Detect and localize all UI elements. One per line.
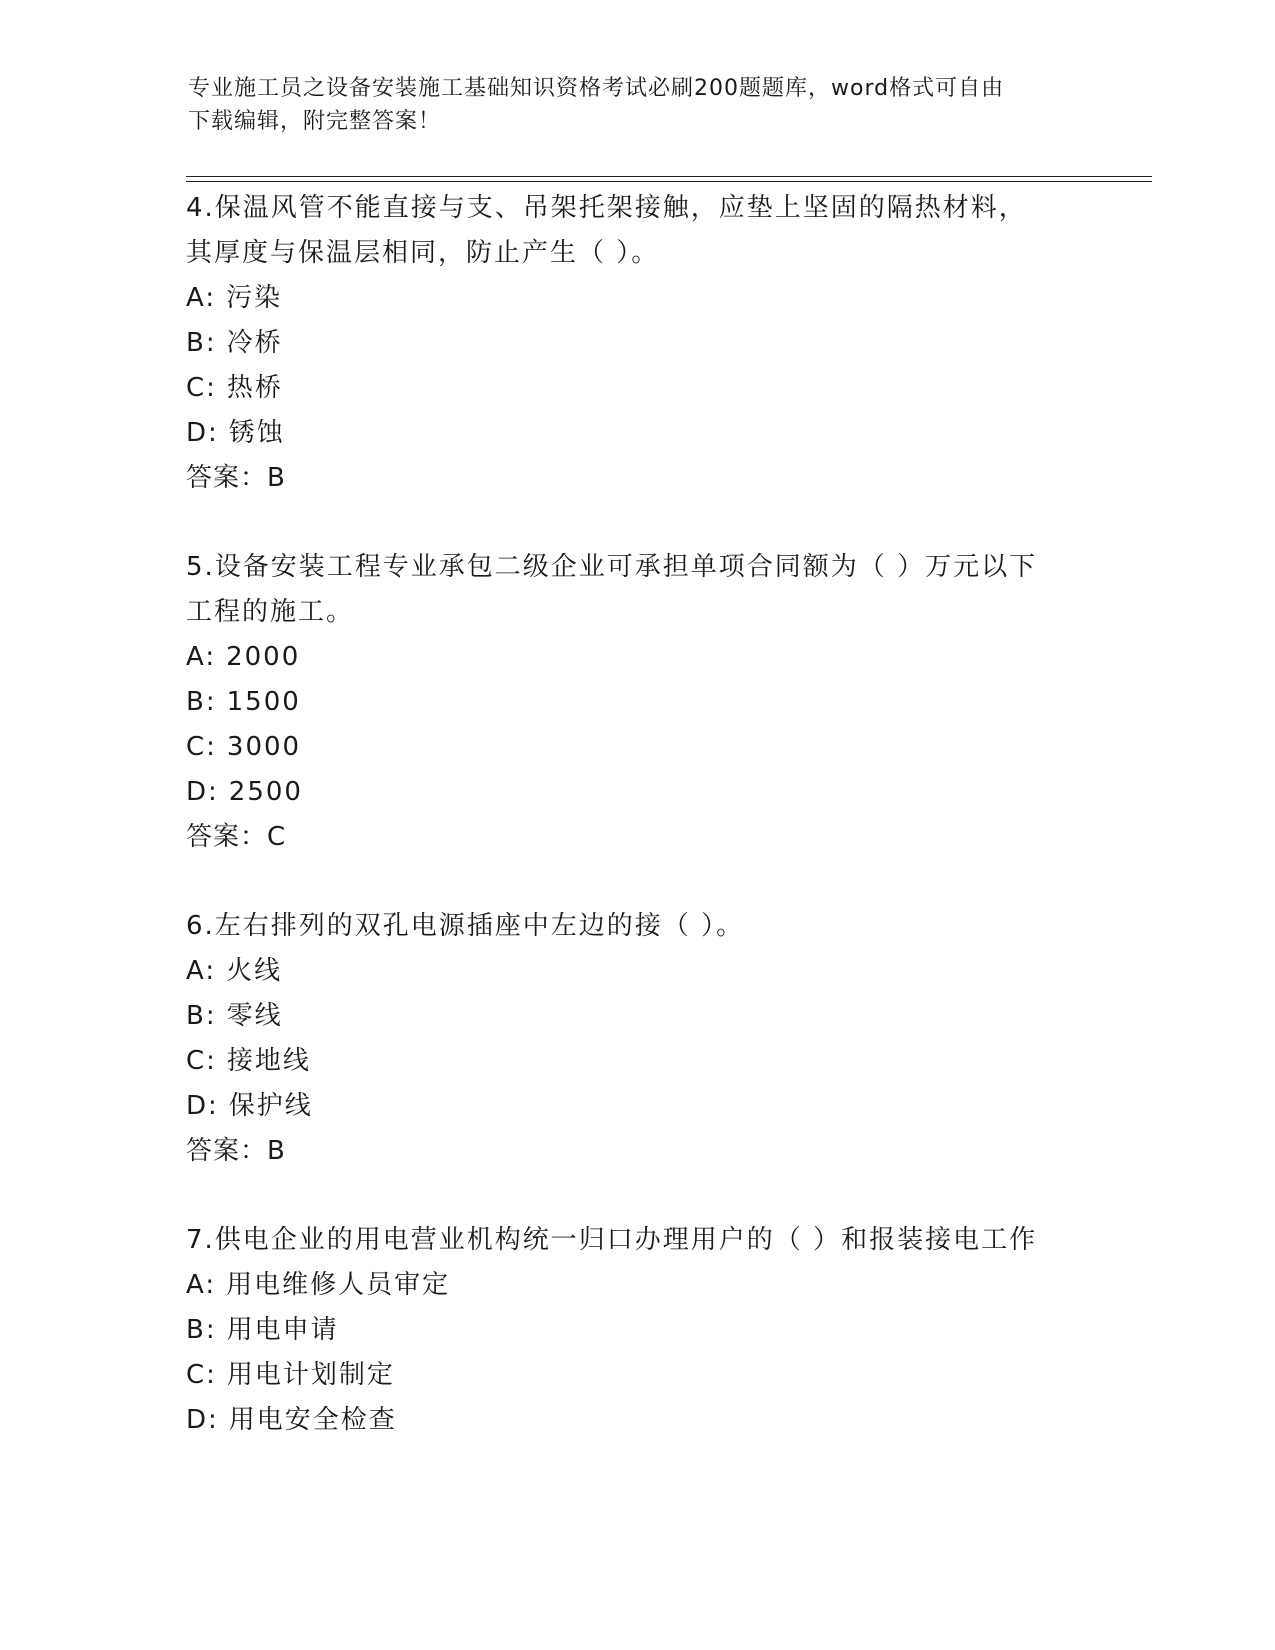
option-text: 火线: [226, 956, 283, 986]
question-4: [186, 186, 1086, 501]
option-text: 2500: [228, 777, 303, 807]
option-label: C:: [186, 1046, 217, 1076]
question-stem-line-1: 6.左右排列的双孔电源插座中左边的接（ ）。: [186, 911, 745, 941]
option-c: [186, 725, 1086, 770]
option-label: D:: [186, 418, 219, 448]
option-label: A:: [186, 283, 217, 313]
question-stem: [186, 1218, 1086, 1263]
option-text: 锈蚀: [228, 418, 285, 448]
option-text: 热桥: [226, 373, 283, 403]
option-text: 用电安全检查: [228, 1405, 397, 1435]
option-d: [186, 770, 1086, 815]
option-a: [186, 1263, 1086, 1308]
option-text: 用电申请: [226, 1315, 339, 1345]
option-a: [186, 276, 1086, 321]
header-divider-top: [186, 176, 1152, 177]
option-d: [186, 1084, 1086, 1129]
document-header: [188, 72, 1088, 138]
option-label: D:: [186, 1405, 219, 1435]
question-stem-line-1: 4.保温风管不能直接与支、吊架托架接触，应垫上坚固的隔热材料，: [186, 193, 1027, 223]
question-7: [186, 1218, 1086, 1443]
option-label: B:: [186, 1001, 217, 1031]
option-text: 保护线: [228, 1091, 313, 1121]
header-divider-bottom: [186, 181, 1152, 182]
option-label: A:: [186, 642, 217, 672]
option-c: [186, 1039, 1086, 1084]
question-stem-line-2: 其厚度与保温层相同，防止产生（ ）。: [186, 238, 660, 268]
question-stem: [186, 545, 1086, 635]
option-label: B:: [186, 687, 217, 717]
option-text: 零线: [226, 1001, 283, 1031]
option-a: [186, 635, 1086, 680]
option-text: 冷桥: [226, 328, 283, 358]
question-stem: [186, 186, 1086, 276]
option-b: [186, 1308, 1086, 1353]
option-text: 污染: [226, 283, 283, 313]
option-text: 2000: [226, 642, 301, 672]
question-stem-line-2: 工程的施工。: [186, 597, 355, 627]
question-stem: [186, 904, 1086, 949]
option-c: [186, 366, 1086, 411]
answer-line: 答案：C: [186, 822, 287, 852]
option-label: A:: [186, 1270, 217, 1300]
option-c: [186, 1353, 1086, 1398]
question-6: [186, 904, 1086, 1174]
option-label: C:: [186, 732, 217, 762]
header-title-line-1: 专业施工员之设备安装施工基础知识资格考试必刷200题题库，word格式可自由: [188, 76, 1005, 101]
option-text: 3000: [226, 732, 302, 762]
option-text: 1500: [226, 687, 301, 717]
answer-line: 答案：B: [186, 1136, 286, 1166]
option-label: B:: [186, 1315, 217, 1345]
question-5: [186, 545, 1086, 860]
answer-line: 答案：B: [186, 463, 286, 493]
option-label: D:: [186, 1091, 219, 1121]
option-text: 用电维修人员审定: [226, 1270, 451, 1300]
option-a: [186, 949, 1086, 994]
option-b: [186, 994, 1086, 1039]
option-d: [186, 411, 1086, 456]
option-d: [186, 1398, 1086, 1443]
option-label: C:: [186, 1360, 217, 1390]
question-stem-line-1: 5.设备安装工程专业承包二级企业可承担单项合同额为（ ）万元以下: [186, 552, 1038, 582]
option-b: [186, 680, 1086, 725]
option-b: [186, 321, 1086, 366]
option-text: 用电计划制定: [226, 1360, 395, 1390]
option-label: D:: [186, 777, 219, 807]
header-title-line-2: 下载编辑，附完整答案！: [188, 109, 442, 134]
option-label: C:: [186, 373, 217, 403]
option-text: 接地线: [226, 1046, 311, 1076]
option-label: B:: [186, 328, 217, 358]
option-label: A:: [186, 956, 217, 986]
question-stem-line-1: 7.供电企业的用电营业机构统一归口办理用户的（ ）和报装接电工作: [186, 1225, 1038, 1255]
